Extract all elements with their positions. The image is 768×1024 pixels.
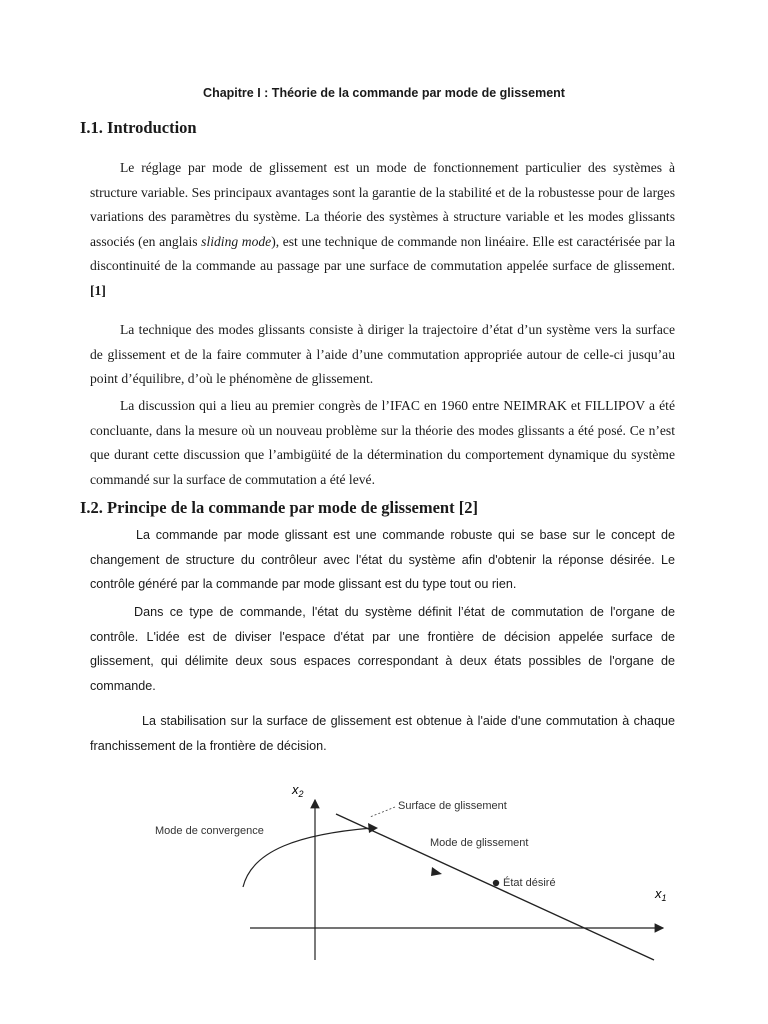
desired-state-point — [493, 880, 499, 886]
reference-1: [1] — [90, 282, 106, 298]
desired-state-label: État désiré — [503, 877, 556, 889]
intro-1-italic: sliding mode — [201, 233, 272, 249]
paragraph-intro-3: La discussion qui a lieu au premier congrès de l’IFAC en 1960 entre NEIMRAK et FILLIPOV a été concluante, dans la mesure où un nouveau problème sur la théorie des modes glissants a été posé. Ce n’est que durant cette discussion que l’ambigüité de la détermination du comportement dynamique du système commandé sur la surface de commutation a été levé. — [90, 398, 675, 487]
section-heading-principe: I.2. Principe de la commande par mode de glissement [2] — [80, 498, 478, 517]
surface-pointer — [370, 807, 395, 817]
paragraph-intro-2: La technique des modes glissants consiste à diriger la trajectoire d’état d’un système vers la surface de glissement et de la faire commuter à l’aide d’une commutation appropriée autour de celle-ci jusqu’au point d’équilibre, d’où le phénomène de glissement. — [90, 322, 675, 387]
x2-axis-label: $x_2$ — [292, 782, 304, 799]
intro-1-text-a: Le réglage par mode de glissement est un mode de fonctionnement particulier des systèmes à structure variable. Ses principaux avantages sont la garantie de la stabilité et de la robustesse pour de larges variations des paramètres du système. La théorie des systèmes à structure variable et les modes glissants associés (en anglais — [90, 160, 675, 249]
intro-1-text-b: ), est une technique de commande non linéaire. Elle est caractérisée par la discontinuité de la commande au passage par une surface de commutation appelée surface de glissement. — [90, 233, 675, 274]
surface-label: Surface de glissement — [398, 800, 507, 812]
sliding-surface-line — [336, 814, 654, 960]
section-heading-introduction: I.1. Introduction — [80, 118, 197, 137]
convergence-label: Mode de convergence — [155, 825, 264, 837]
paragraph-intro-1 — [90, 156, 675, 304]
sliding-arrow-1 — [431, 867, 442, 876]
paragraph-principe-3: La stabilisation sur la surface de glissement est obtenue à l'aide d'une commutation à chaque franchissement de la frontière de décision. — [90, 714, 675, 753]
sliding-label: Mode de glissement — [430, 837, 529, 849]
chapter-title: Chapitre I : Théorie de la commande par mode de glissement — [203, 86, 565, 100]
paragraph-principe-2: Dans ce type de commande, l'état du système définit l’état de commutation de l'organe de contrôle. L'idée est de diviser l'espace d'état par une frontière de décision appelée surface de glissement, qui délimite deux sous espaces correspondant à deux états possibles de l'organe de commande. — [90, 605, 675, 693]
paragraph-principe-1: La commande par mode glissant est une commande robuste qui se base sur le concept de changement de structure du contrôleur avec l'état du système afin d'obtenir la réponse désirée. Le contrôle généré par la commande par mode glissant est du type tout ou rien. — [90, 528, 675, 591]
sliding-mode-diagram — [0, 770, 768, 970]
x1-axis-label: $x_1$ — [655, 886, 667, 903]
